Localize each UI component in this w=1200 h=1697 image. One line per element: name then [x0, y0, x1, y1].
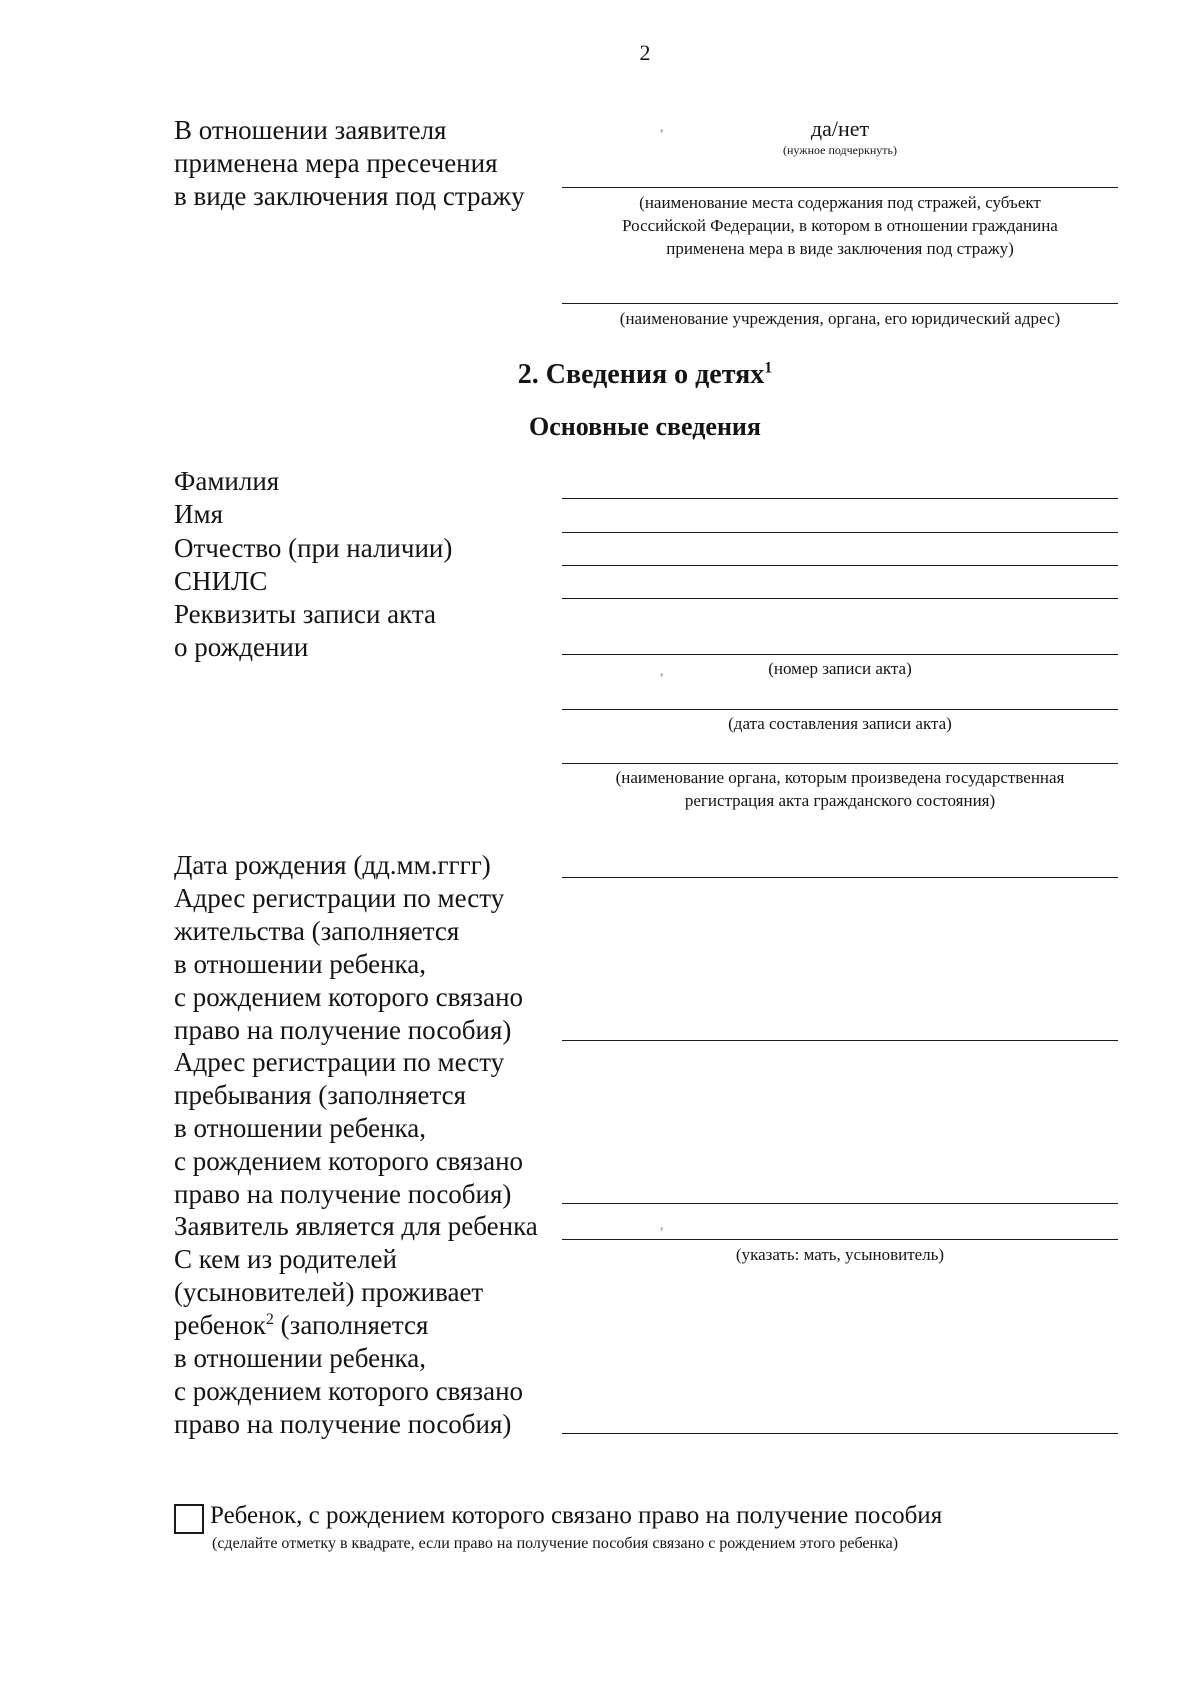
scan-mark: ,	[660, 1218, 664, 1233]
footnote-2-marker: 2	[265, 1311, 274, 1328]
applicant-relation-field[interactable]	[562, 1239, 1118, 1240]
scan-mark: ,	[660, 664, 664, 679]
patronymic-field[interactable]	[562, 565, 1118, 566]
subsection-title: Основные сведения	[529, 412, 761, 441]
lives-with-line-4: в отношении ребенка,	[174, 1343, 427, 1373]
custody-place-caption	[562, 191, 1118, 260]
record-date-caption: (дата составления записи акта)	[728, 714, 952, 733]
registry-body-field[interactable]	[562, 763, 1118, 764]
yes-no-hint: (нужное подчеркнуть)	[783, 143, 897, 157]
custody-place-caption-line-2: Российской Федерации, в котором в отношении гражданина	[622, 216, 1058, 235]
custody-label	[174, 114, 525, 213]
registry-body-caption-line-1: (наименование органа, которым произведена государственная	[615, 768, 1065, 787]
stay-address-line-2: пребывания (заполняется	[174, 1080, 466, 1110]
section-title	[0, 359, 1200, 391]
stay-address-field[interactable]	[562, 1203, 1118, 1204]
scan-mark: ,	[660, 120, 664, 135]
residence-address-line-4: с рождением которого связано	[174, 982, 524, 1012]
record-date-field[interactable]	[562, 709, 1118, 710]
record-number-field[interactable]	[562, 654, 1118, 655]
surname-field[interactable]	[562, 498, 1118, 499]
stay-address-line-3: в отношении ребенка,	[174, 1113, 427, 1143]
lives-with-line-3	[174, 1309, 523, 1342]
lives-with-line-2: (усыновителей) проживает	[174, 1277, 484, 1307]
institution-field[interactable]	[562, 303, 1118, 304]
custody-label-line-3: в виде заключения под стражу	[174, 181, 525, 211]
child-benefit-checkbox-hint: (сделайте отметку в квадрате, если право на получение пособия связано с рождением этого ребенка)	[212, 1535, 899, 1552]
institution-caption: (наименование учреждения, органа, его юридический адрес)	[619, 309, 1061, 328]
residence-address-line-1: Адрес регистрации по месту	[174, 883, 505, 913]
stay-address-line-1: Адрес регистрации по месту	[174, 1047, 505, 1077]
child-benefit-checkbox-label: Ребенок, с рождением которого связано право на получение пособия	[210, 1502, 943, 1529]
applicant-relation-caption: (указать: мать, усыновитель)	[735, 1245, 945, 1264]
lives-with-label	[174, 1243, 523, 1441]
stay-address-line-5: право на получение пособия)	[174, 1179, 512, 1209]
lives-with-line-6: право на получение пособия)	[174, 1409, 512, 1439]
lives-with-line-1: С кем из родителей	[174, 1244, 397, 1274]
custody-place-caption-line-3: применена мера в виде заключения под стражу)	[666, 239, 1014, 258]
custody-label-line-2: применена мера пресечения	[174, 148, 498, 178]
lives-with-line-3-post: (заполняется	[273, 1310, 429, 1340]
stay-address-label	[174, 1046, 523, 1211]
footnote-1-marker: 1	[764, 359, 773, 377]
lives-with-field[interactable]	[562, 1433, 1118, 1434]
page-number: 2	[639, 40, 651, 65]
residence-address-line-5: право на получение пособия)	[174, 1015, 512, 1045]
birth-record-label-line-1: Реквизиты записи акта	[174, 599, 436, 629]
birth-record-label	[174, 598, 436, 664]
child-benefit-checkbox[interactable]	[174, 1504, 204, 1534]
custody-label-line-1: В отношении заявителя	[174, 115, 447, 145]
name-label: Имя	[174, 499, 224, 529]
section-title-text: 2. Сведения о детях	[517, 359, 765, 390]
patronymic-label: Отчество (при наличии)	[174, 533, 453, 563]
residence-address-line-2: жительства (заполняется	[174, 916, 460, 946]
residence-address-field[interactable]	[562, 1040, 1118, 1041]
residence-address-line-3: в отношении ребенка,	[174, 949, 427, 979]
custody-place-caption-line-1: (наименование места содержания под стражей, субъект	[639, 193, 1041, 212]
surname-label: Фамилия	[174, 466, 280, 496]
custody-place-field[interactable]	[562, 187, 1118, 188]
stay-address-line-4: с рождением которого связано	[174, 1146, 524, 1176]
lives-with-line-5: с рождением которого связано	[174, 1376, 524, 1406]
snils-field[interactable]	[562, 598, 1118, 599]
name-field[interactable]	[562, 532, 1118, 533]
registry-body-caption	[562, 766, 1118, 812]
applicant-relation-label: Заявитель является для ребенка	[174, 1211, 538, 1241]
residence-address-label	[174, 882, 523, 1047]
registry-body-caption-line-2: регистрация акта гражданского состояния)	[684, 791, 996, 810]
birth-date-field[interactable]	[562, 877, 1118, 878]
birth-date-label: Дата рождения (дд.мм.гггг)	[174, 850, 491, 880]
yes-no-choice[interactable]: да/нет	[810, 116, 870, 141]
lives-with-line-3-pre: ребенок	[174, 1310, 266, 1340]
birth-record-label-line-2: о рождении	[174, 632, 309, 662]
record-number-caption: (номер записи акта)	[768, 659, 912, 678]
snils-label: СНИЛС	[174, 566, 268, 596]
